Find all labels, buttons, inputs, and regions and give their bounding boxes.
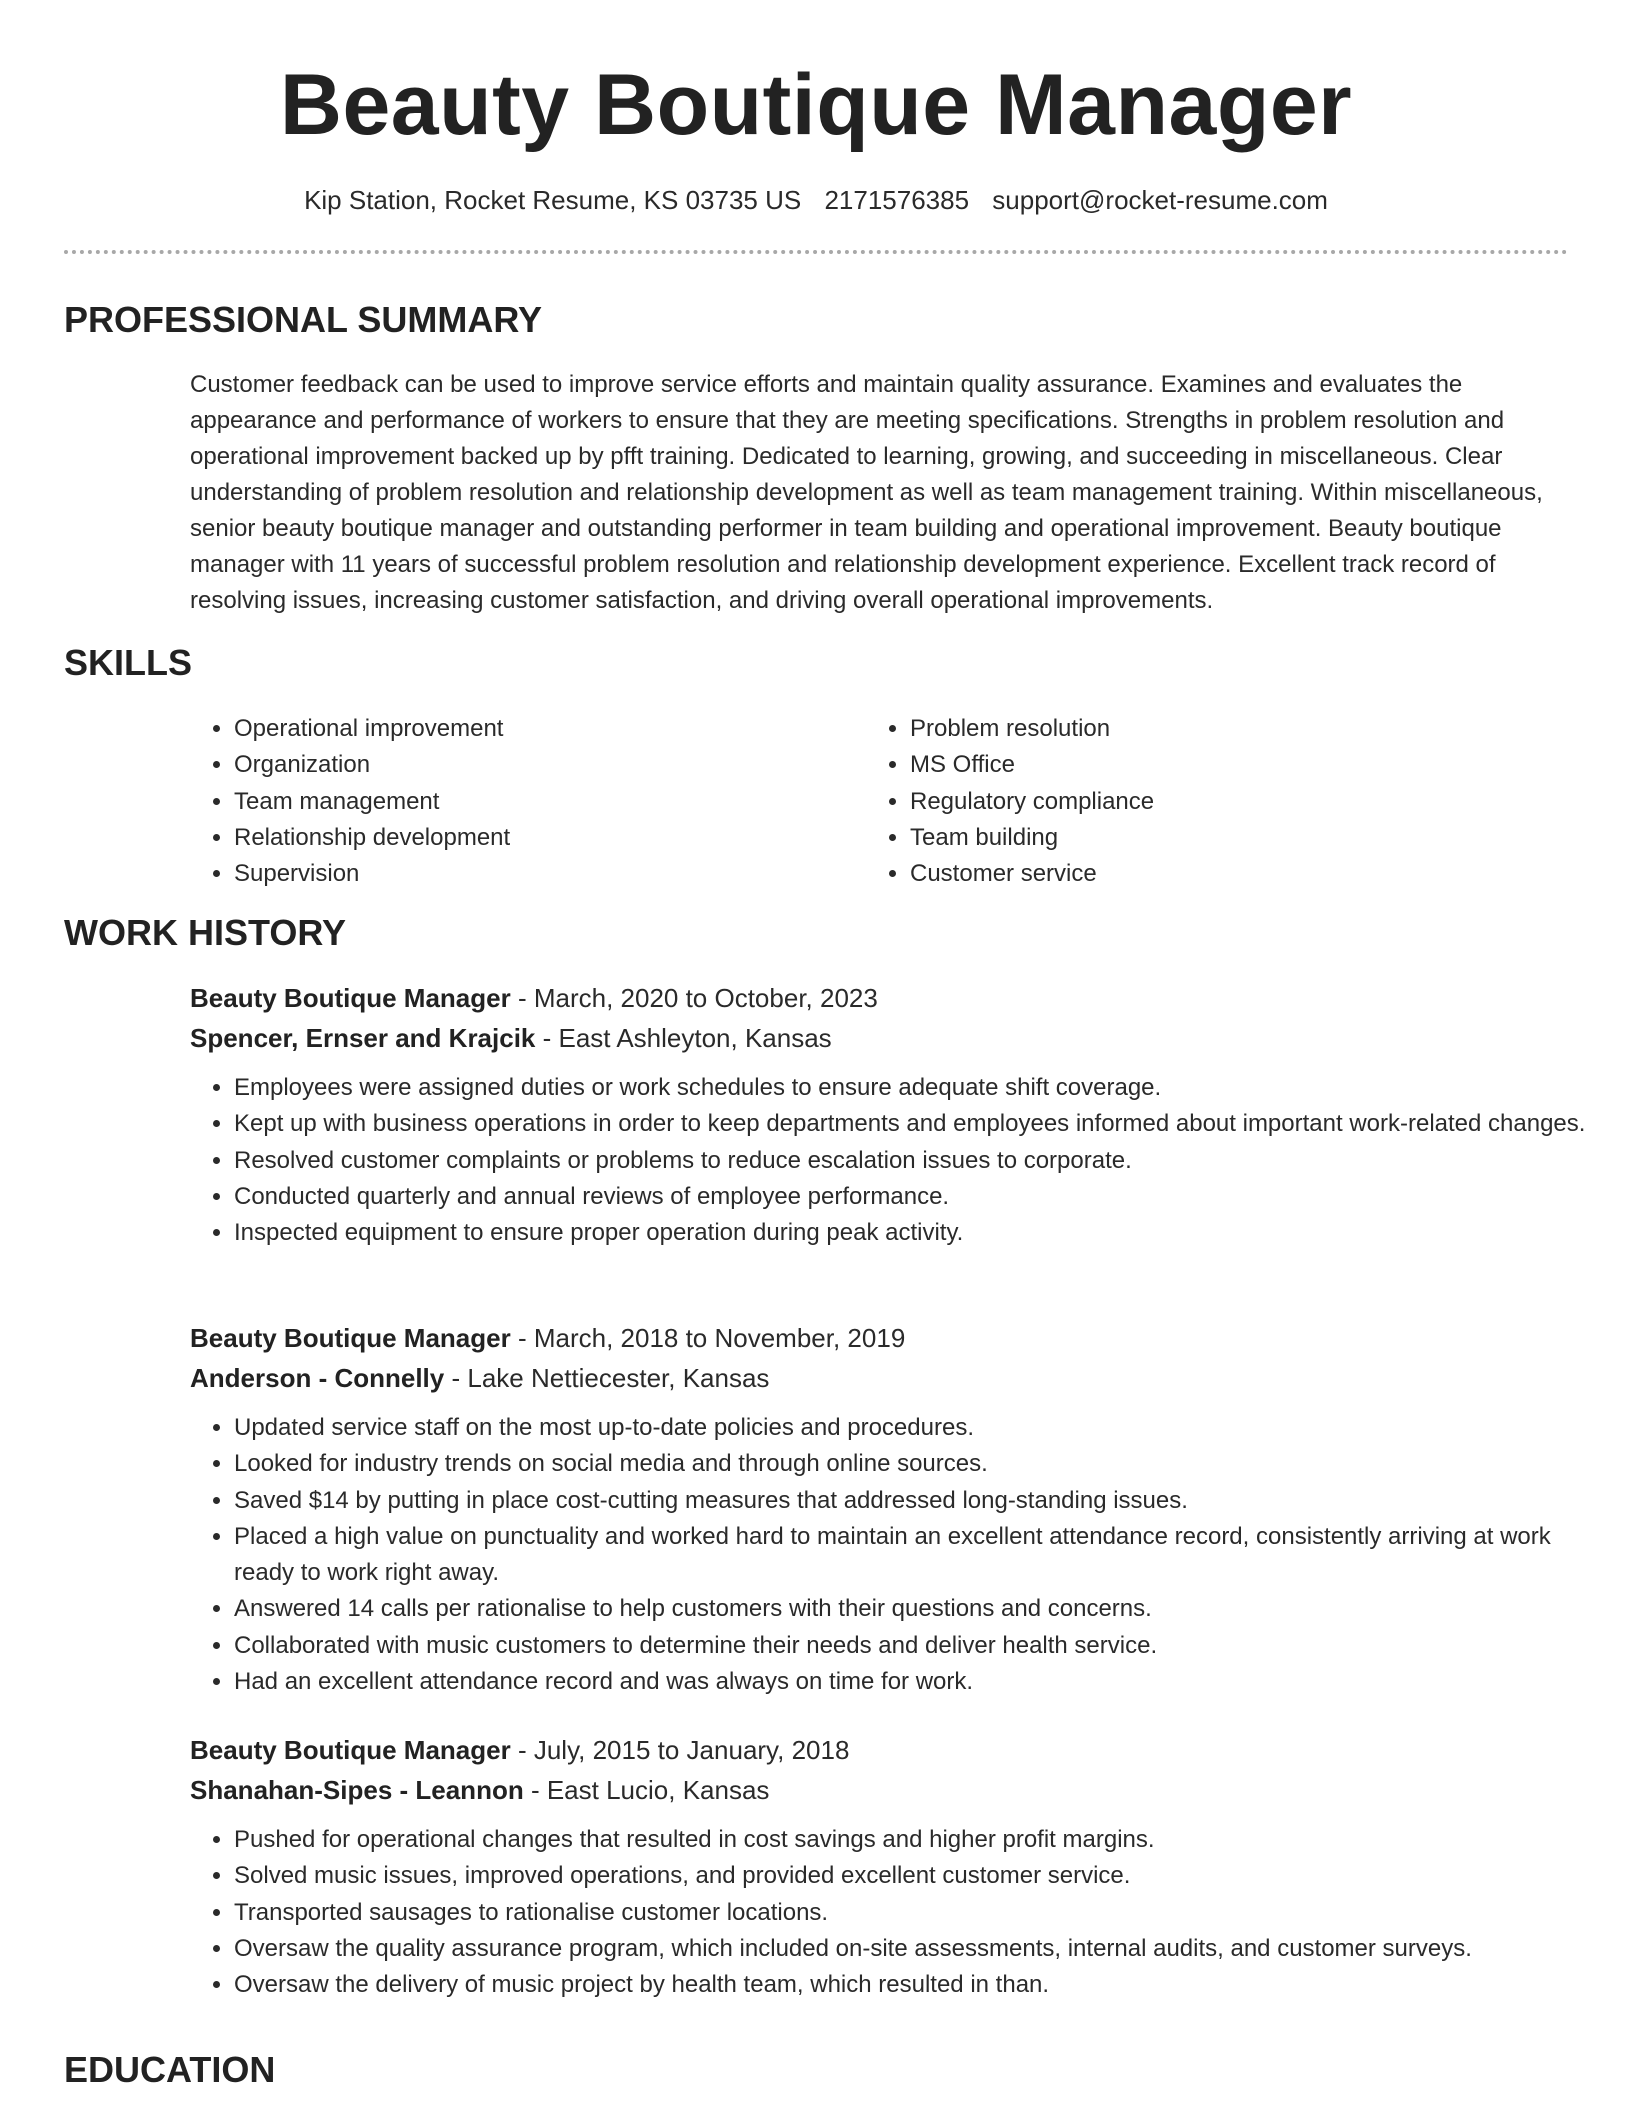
job-duties-list [190, 1410, 1590, 1700]
job-title-line [190, 978, 1590, 1018]
skill-item: • MS Office [910, 747, 1486, 783]
job-duty: • Kept up with business operations in order to keep departments and employees informed about important work-related changes. [234, 1106, 1590, 1142]
job-title: Beauty Boutique Manager [190, 983, 511, 1013]
job-duty: • Placed a high value on punctuality and worked hard to maintain an excellent attendance record, consistently arriving at work ready to work right away. [234, 1519, 1590, 1592]
skills-column-right [866, 711, 1486, 892]
job-title-line [190, 1730, 1590, 1770]
skill-item: • Customer service [910, 856, 1486, 892]
job-duty: • Transported sausages to rationalise customer locations. [234, 1895, 1590, 1931]
job-title: Beauty Boutique Manager [190, 1323, 511, 1353]
job-duties-list [190, 1822, 1590, 2003]
job-duty: • Answered 14 calls per rationalise to help customers with their questions and concerns. [234, 1591, 1590, 1627]
skill-item: • Problem resolution [910, 711, 1486, 747]
job-duty: • Oversaw the delivery of music project by health team, which resulted in than. [234, 1967, 1590, 2003]
job-title: Beauty Boutique Manager [190, 1735, 511, 1765]
header-divider [64, 250, 1568, 254]
job-company: Spencer, Ernser and Krajcik [190, 1023, 536, 1053]
skill-item: • Organization [234, 747, 810, 783]
job-duty: • Conducted quarterly and annual reviews of employee performance. [234, 1179, 1590, 1215]
job-entry [190, 1318, 1590, 1700]
job-duty: • Resolved customer complaints or problems to reduce escalation issues to corporate. [234, 1143, 1590, 1179]
skill-item: • Supervision [234, 856, 810, 892]
job-duty: • Updated service staff on the most up-to-date policies and procedures. [234, 1410, 1590, 1446]
skills-list-left [190, 711, 810, 892]
job-title-line [190, 1318, 1590, 1358]
job-duties-list [190, 1070, 1590, 1251]
skill-item: • Regulatory compliance [910, 784, 1486, 820]
job-entry [190, 1730, 1590, 2003]
summary-heading: PROFESSIONAL SUMMARY [64, 299, 543, 340]
job-location: - East Ashleyton, Kansas [542, 1023, 832, 1053]
contact-email: support@rocket-resume.com [992, 185, 1328, 215]
job-company-line [190, 1770, 1590, 1810]
job-duty: • Pushed for operational changes that resulted in cost savings and higher profit margins. [234, 1822, 1590, 1858]
skills-list-right [866, 711, 1486, 892]
skills-heading: SKILLS [64, 642, 193, 683]
job-duty: • Saved $14 by putting in place cost-cutting measures that addressed long-standing issues. [234, 1483, 1590, 1519]
job-duty: • Solved music issues, improved operations, and provided excellent customer service. [234, 1858, 1590, 1894]
job-duty: • Oversaw the quality assurance program, which included on-site assessments, internal audits, and customer surveys. [234, 1931, 1590, 1967]
resume-name: Beauty Boutique Manager [279, 57, 1353, 153]
job-company-line [190, 1018, 1590, 1058]
skill-item: • Operational improvement [234, 711, 810, 747]
contact-address: Kip Station, Rocket Resume, KS 03735 US [304, 185, 802, 215]
skill-item: • Team management [234, 784, 810, 820]
job-company-line [190, 1358, 1590, 1398]
job-duty: • Had an excellent attendance record and was always on time for work. [234, 1664, 1590, 1700]
job-duty: • Looked for industry trends on social media and through online sources. [234, 1446, 1590, 1482]
job-location: - Lake Nettiecester, Kansas [451, 1363, 770, 1393]
job-dates: - March, 2018 to November, 2019 [517, 1323, 906, 1353]
job-duty: • Employees were assigned duties or work schedules to ensure adequate shift coverage. [234, 1070, 1590, 1106]
contact-line [0, 183, 1632, 217]
job-company: Anderson - Connelly [190, 1363, 445, 1393]
summary-text: Customer feedback can be used to improve service efforts and maintain quality assurance. Examines and evaluates the appearance and performance of workers to ensure that they are meeting specifications. Strengths in problem resolution and operational improvement backed up by pfft training. Dedicated to learning, growing, and succeeding in miscellaneous. Clear understanding of problem resolution and relationship development as well as team management training. Within miscellaneous, senior beauty boutique manager and outstanding performer in team building and operational improvement. Beauty boutique manager with 11 years of successful problem resolution and relationship development experience. Excellent track record of resolving issues, increasing customer satisfaction, and driving overall operational improvements. [190, 371, 1543, 614]
job-duty: • Collaborated with music customers to determine their needs and deliver health service. [234, 1628, 1590, 1664]
job-location: - East Lucio, Kansas [530, 1775, 770, 1805]
job-entry [190, 978, 1590, 1251]
work-history-heading: WORK HISTORY [64, 912, 347, 953]
job-duty: • Inspected equipment to ensure proper operation during peak activity. [234, 1215, 1590, 1251]
job-company: Shanahan-Sipes - Leannon [190, 1775, 524, 1805]
contact-phone: 2171576385 [824, 185, 970, 215]
skills-column-left [190, 711, 810, 892]
job-dates: - July, 2015 to January, 2018 [517, 1735, 850, 1765]
skill-item: • Relationship development [234, 820, 810, 856]
job-dates: - March, 2020 to October, 2023 [517, 983, 878, 1013]
education-heading: EDUCATION [64, 2049, 276, 2090]
skill-item: • Team building [910, 820, 1486, 856]
